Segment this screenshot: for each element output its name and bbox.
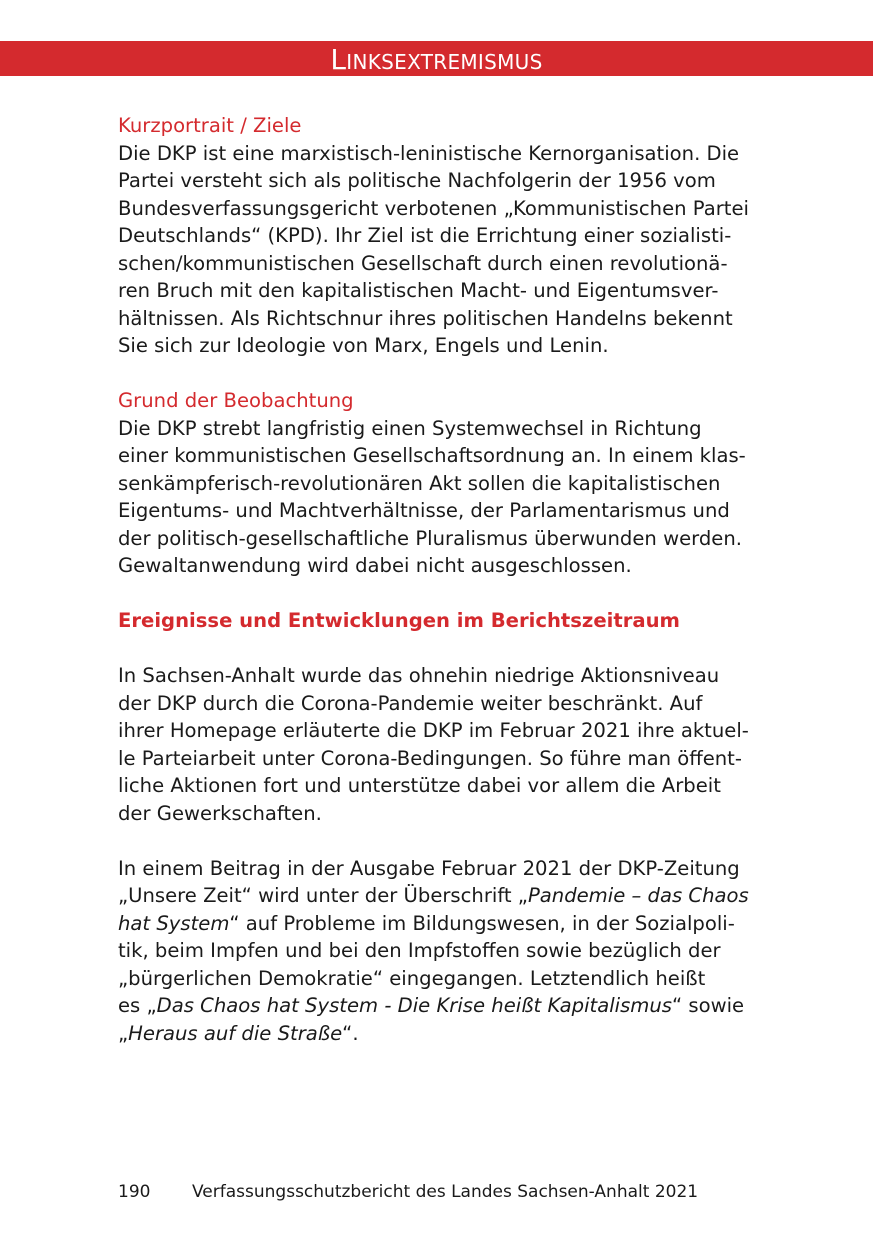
- text-line: Eigentums- und Machtverhältnisse, der Parlamentarismus und: [118, 499, 730, 522]
- text-line: In Sachsen-Anhalt wurde das ohnehin niedrige Aktionsniveau: [118, 664, 720, 687]
- section-kurzportrait: [118, 112, 778, 360]
- chapter-banner: [0, 41, 873, 76]
- chapter-title: Linksextremismus: [330, 43, 543, 76]
- paragraph-ereignisse-2: [118, 855, 778, 1048]
- text-line: einer kommunistischen Gesellschaftsordnung an. In einem klas-: [118, 444, 746, 467]
- section-heading-ereignisse: Ereignisse und Entwicklungen im Berichtszeitraum: [118, 609, 680, 632]
- text-line: „Unsere Zeit“ wird unter der Überschrift „: [118, 884, 528, 907]
- quote-slogan-italic: Das Chaos hat System - Die Krise heißt Kapitalismus: [156, 994, 673, 1017]
- quote-title-italic: hat System: [118, 911, 230, 935]
- section-heading-kurzportrait: Kurzportrait / Ziele: [118, 114, 302, 137]
- quote-title-italic: Pandemie – das Chaos: [527, 884, 749, 907]
- section-ereignisse: [118, 607, 778, 1047]
- text-line: liche Aktionen fort und unterstütze dabei vor allem die Arbeit: [118, 774, 721, 797]
- paragraph-grund: [118, 415, 778, 580]
- text-line: hältnissen. Als Richtschnur ihres politischen Handelns bekennt: [118, 306, 733, 330]
- text-line: le Parteiarbeit unter Corona-Bedingungen. So führe man öffent-: [118, 746, 742, 770]
- text-line: tik, beim Impfen und bei den Impfstoffen sowie bezüglich der: [118, 939, 721, 962]
- text-line: In einem Beitrag in der Ausgabe Februar 2021 der DKP-Zeitung: [118, 856, 740, 880]
- text-line: Deutschlands“ (KPD). Ihr Ziel ist die Errichtung einer sozialisti-: [118, 224, 732, 247]
- page-number: 190: [118, 1182, 151, 1202]
- section-grund: [118, 387, 778, 580]
- text-line: es „: [118, 994, 157, 1017]
- text-line: senkämpferisch-revolutionären Akt sollen die kapitalistischen: [118, 471, 721, 495]
- text-line: „bürgerlichen Demokratie“ eingegangen. Letztendlich heißt: [118, 966, 706, 990]
- paragraph-ereignisse-1: [118, 662, 778, 827]
- paragraph-kurzportrait: [118, 140, 778, 360]
- text-line: Die DKP ist eine marxistisch-leninistische Kernorganisation. Die: [118, 141, 740, 165]
- publication-title: Verfassungsschutzbericht des Landes Sachsen-Anhalt 2021: [192, 1182, 699, 1202]
- text-line: Die DKP strebt langfristig einen Systemwechsel in Richtung: [118, 416, 702, 440]
- text-line: schen/kommunistischen Gesellschaft durch einen revolutionä-: [118, 251, 728, 275]
- text-line: Gewaltanwendung wird dabei nicht ausgeschlossen.: [118, 554, 632, 577]
- section-heading-grund: Grund der Beobachtung: [118, 389, 354, 412]
- text-line: der Gewerkschaften.: [118, 801, 322, 825]
- text-line: ren Bruch mit den kapitalistischen Macht- und Eigentumsver-: [118, 279, 719, 302]
- text-line: “ auf Probleme im Bildungswesen, in der Sozialpoli-: [229, 911, 735, 935]
- text-line: der politisch-gesellschaftliche Pluralismus überwunden werden.: [118, 526, 743, 550]
- text-line: Bundesverfassungsgericht verbotenen „Kommunistischen Partei: [118, 196, 749, 220]
- text-line: Sie sich zur Ideologie von Marx, Engels und Lenin.: [118, 334, 609, 357]
- text-line: ihrer Homepage erläuterte die DKP im Februar 2021 ihre aktuel-: [118, 719, 749, 742]
- text-line: der DKP durch die Corona-Pandemie weiter beschränkt. Auf: [118, 691, 703, 715]
- page-content: [118, 112, 778, 1047]
- text-line: “ sowie: [672, 994, 745, 1017]
- quote-slogan-italic: Heraus auf die Straße: [128, 1021, 343, 1045]
- text-line: Partei versteht sich als politische Nachfolgerin der 1956 vom: [118, 169, 716, 192]
- text-line: „: [118, 1021, 129, 1045]
- page-footer: [118, 1180, 698, 1204]
- text-line: “.: [342, 1021, 359, 1045]
